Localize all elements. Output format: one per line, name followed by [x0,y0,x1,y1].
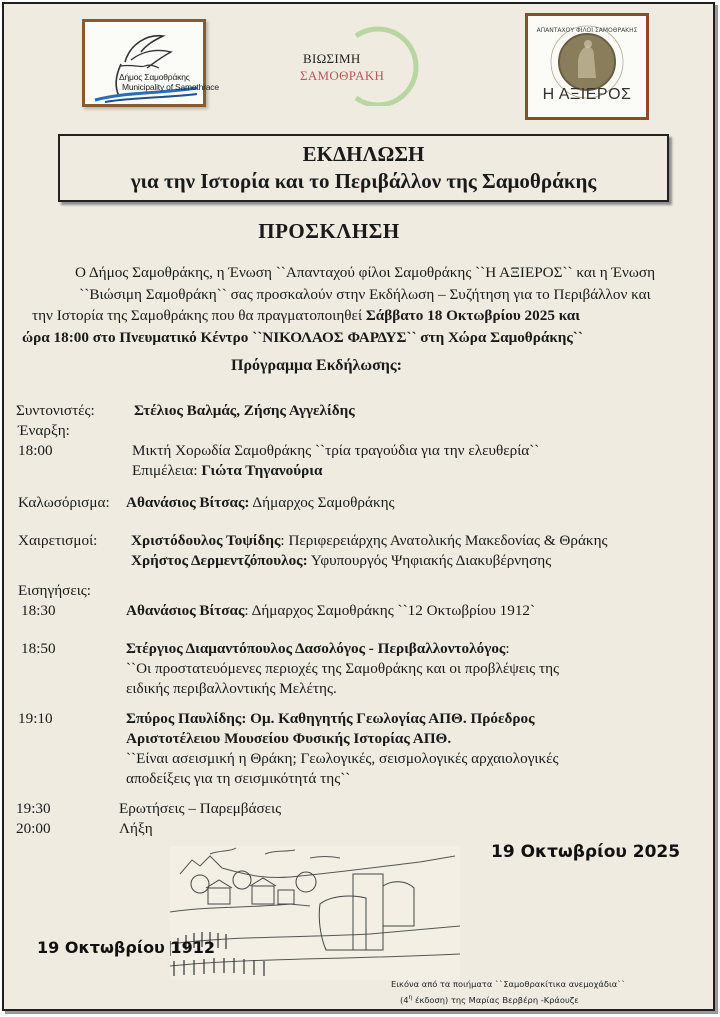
start-label: Έναρξη: [18,422,70,439]
greetings-label: Χαιρετισμοί: [18,532,98,549]
talk-detail: : [505,640,510,657]
axieros-name: Η ΑΞΙΕΡΟΣ [542,86,632,103]
welcome-role: Δήμαρχος Σαμοθράκης [249,494,395,511]
talk-topic-line: ``Είναι ασεισμική η Θράκη; Γεωλογικές, σεισμολογικές αρχαιολογικές [126,750,559,767]
coordinators-names: Στέλιος Βαλμάς, Ζήσης Αγγελίδης [134,402,355,419]
talk-line [126,640,510,658]
event-subtitle: για την Ιστορία και το Περιβάλλον της Σαμοθράκης [130,169,597,193]
talk-topic-line: αποδείξεις για τη σεισμικότητά της`` [126,770,351,787]
svg-text:ΑΠΑΝΤΑΧΟΥ ΦΙΛΟΙ ΣΑΜΟΘΡΑΚΗΣ: ΑΠΑΝΤΑΧΟΥ ΦΙΛΟΙ ΣΑΜΟΘΡΑΚΗΣ [536,27,638,34]
event-time-venue: ώρα 18:00 στο Πνευματικό Κέντρο ``ΝΙΚΟΛΑΟΣ ΦΑΡΔΥΣ`` στη Χώρα Σαμοθράκης`` [22,328,583,346]
illustration-caption-line2 [400,994,579,1005]
greeting-speaker: Χρήστος Δερμεντζόπουλος: [131,552,308,569]
illustration-caption-line1 [391,979,626,989]
municipality-logo [82,19,219,107]
sketch-drawing [170,846,460,980]
talk-detail: : Δήμαρχος Σαμοθράκης ``12 Οκτωβρίου 1912` [244,602,536,619]
axieros-logo [525,13,649,120]
closing-time: 19:30 [16,800,51,817]
event-title: ΕΚΔΗΛΩΣΗ [302,142,425,166]
invitation-heading: ΠΡΟΣΚΛΗΣΗ [258,219,400,243]
talk-speaker: Αθανάσιος Βίτσας [126,602,245,619]
talk-time: 18:30 [21,602,56,619]
closing-text: Λήξη [119,820,153,837]
municipality-name-greek: Δήμος Σαμοθράκης [119,72,190,82]
greeting-role: : Περιφερειάρχης Ανατολικής Μακεδονίας & Θράκης [280,532,608,549]
intro-line-3-text: την Ιστορία της Σαμοθράκης που θα πραγματοποιηθεί [32,307,366,324]
municipality-name-english: Municipality of Samothrace [122,82,219,92]
talk-time: 19:10 [18,710,53,727]
viosimi-logo-line2: ΣΑΜΟΘΡΑΚΗ [300,68,385,83]
date-2025-label: 19 Οκτωβρίου 2025 [491,842,681,862]
greeting-speaker: Χριστόδουλος Τοψίδης [131,532,281,549]
talk-topic-line: ``Οι προστατευόμενες περιοχές της Σαμοθράκης και οι προβλέψεις της [126,660,560,677]
opening-time: 18:00 [18,442,53,459]
caption-text: έκδοση) της Μαρίας Βερβέρη -Κράουζε [412,994,579,1005]
intro-line-4 [20,327,710,349]
curator-name: Γιώτα Τηγανούρια [201,462,323,479]
talks-label: Εισηγήσεις: [18,582,92,599]
event-title-box [58,134,669,202]
coordinators-label: Συντονιστές: [16,402,95,419]
curator-label: Επιμέλεια: [132,462,202,479]
welcome-speaker: Αθανάσιος Βίτσας: [126,494,250,511]
talk-topic-line: ειδικής περιβαλλοντικής Μελέτης. [126,680,337,697]
caption-text: Εικόνα από τα ποιήματα ``Σαμοθρακίτικα ανεμοχάδια`` [391,979,626,989]
welcome-line [126,494,395,512]
talk-line [126,602,535,620]
caption-text: (4 [400,994,409,1005]
closing-time: 20:00 [16,820,51,837]
talk-time: 18:50 [21,640,56,657]
intro-line-1: Ο Δήμος Σαμοθράκης, η Ένωση ``Απανταχού φίλοι Σαμοθράκης ``Η ΑΞΙΕΡΟΣ`` και η Ένωση [74,264,656,281]
caption-superscript: η [408,994,413,1001]
talk-speaker: Σπύρος Παυλίδης: Ομ. Καθηγητής Γεωλογίας ΑΠΘ. Πρόεδρος [126,710,535,727]
intro-line-3 [20,305,710,327]
talk-speaker: Στέργιος Διαμαντόπουλος Δασολόγος - Περιβαλλοντολόγος [126,640,506,657]
greeting-role: Υφυπουργός Ψηφιακής Διακυβέρνησης [307,552,552,569]
opening-text: Μικτή Χορωδία Σαμοθράκης ``τρία τραγούδια για την ελευθερία`` [132,442,540,459]
village-sketch-illustration [170,846,460,980]
viosimi-logo-line1: ΒΙΩΣΙΜΗ [303,51,361,66]
greeting-item [131,552,551,570]
welcome-label: Καλωσόρισμα: [18,494,110,511]
date-1912-label: 19 Οκτωβρίου 1912 [37,938,215,957]
intro-paragraph [20,262,710,348]
viosimi-samothraki-logo [294,26,444,106]
closing-text: Ερωτήσεις – Παρεμβάσεις [119,800,282,817]
greeting-item [131,532,608,550]
event-date: Σάββατο 18 Οκτωβρίου 2025 και [365,307,580,324]
talk-speaker-affiliation: Αριστοτέλειου Μουσείου Φυσικής Ιστορίας ΑΠΘ. [126,730,452,747]
program-heading: Πρόγραμμα Εκδήλωσης: [231,357,402,374]
opening-curator-line [132,462,322,480]
invitation-page [2,2,715,1011]
intro-line-2: ``Βιώσιμη Σαμοθράκη`` σας προσκαλούν στην Εκδήλωση – Συζήτηση για το Περιβάλλον και [79,285,651,303]
